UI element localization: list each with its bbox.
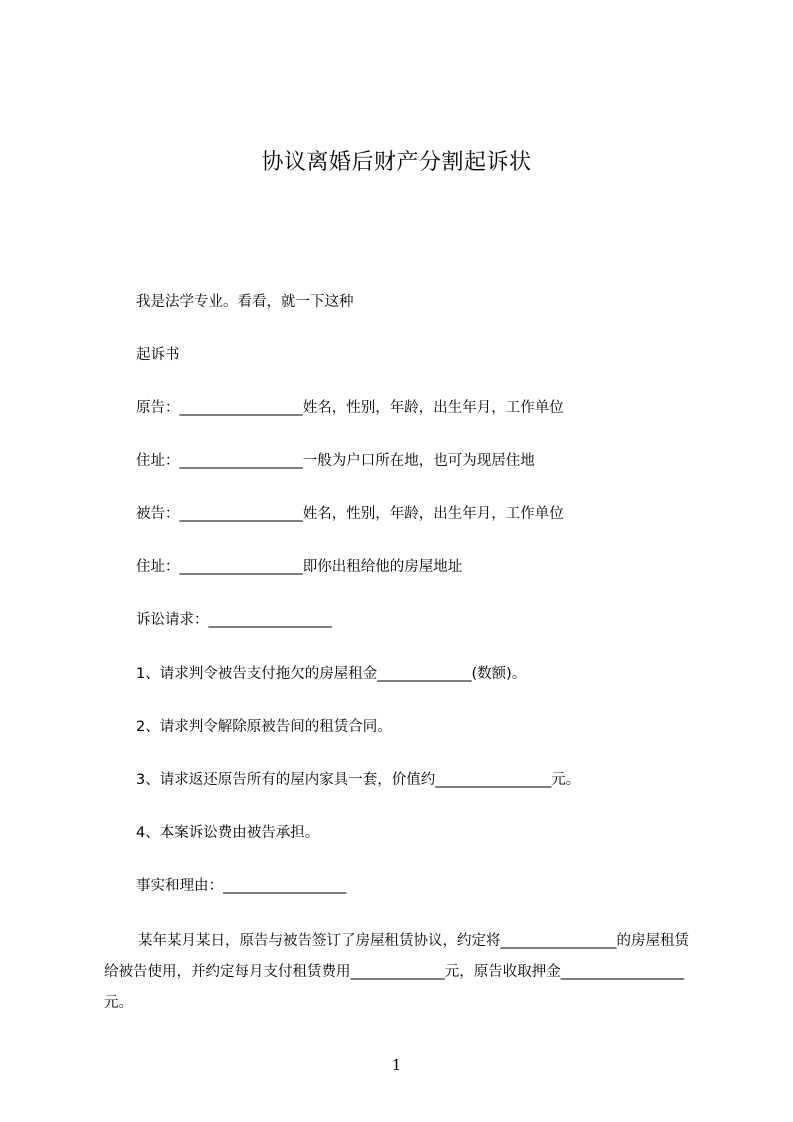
plaintiff-address-line: 住址：_________________一般为户口所在地，也可为现居住地 [136,453,535,469]
facts-paragraph: 某年某月某日，原告与被告签订了房屋租赁协议，约定将________________的房屋租赁给被告使用，并约定每月支付租赁费用_____________元，原告收取押金_________________元。 [104,933,689,1011]
intro-line: 我是法学专业。看看，就一下这种 [136,294,354,310]
claim-item-4: 4、本案诉讼费由被告承担。 [136,825,320,841]
page-number: 1 [391,1056,402,1074]
document-title: 协议离婚后财产分割起诉状 [261,150,532,175]
claim-item-3: 3、请求返还原告所有的屋内家具一套，价值约________________元。 [136,772,581,788]
facts-heading-line: 事实和理由：_________________ [136,878,347,894]
heading-line: 起诉书 [136,347,180,363]
claim-item-2: 2、请求判令解除原被告间的租赁合同。 [136,719,392,735]
defendant-address-line: 住址：_________________即你出租给他的房屋地址 [136,559,463,575]
defendant-line: 被告：_________________姓名，性别，年龄，出生年月，工作单位 [136,506,564,522]
plaintiff-line: 原告：_________________姓名，性别，年龄，出生年月，工作单位 [136,400,564,416]
claims-line: 诉讼请求：_________________ [136,612,332,628]
claim-item-1: 1、请求判令被告支付拖欠的房屋租金_____________(数额)。 [136,666,527,682]
